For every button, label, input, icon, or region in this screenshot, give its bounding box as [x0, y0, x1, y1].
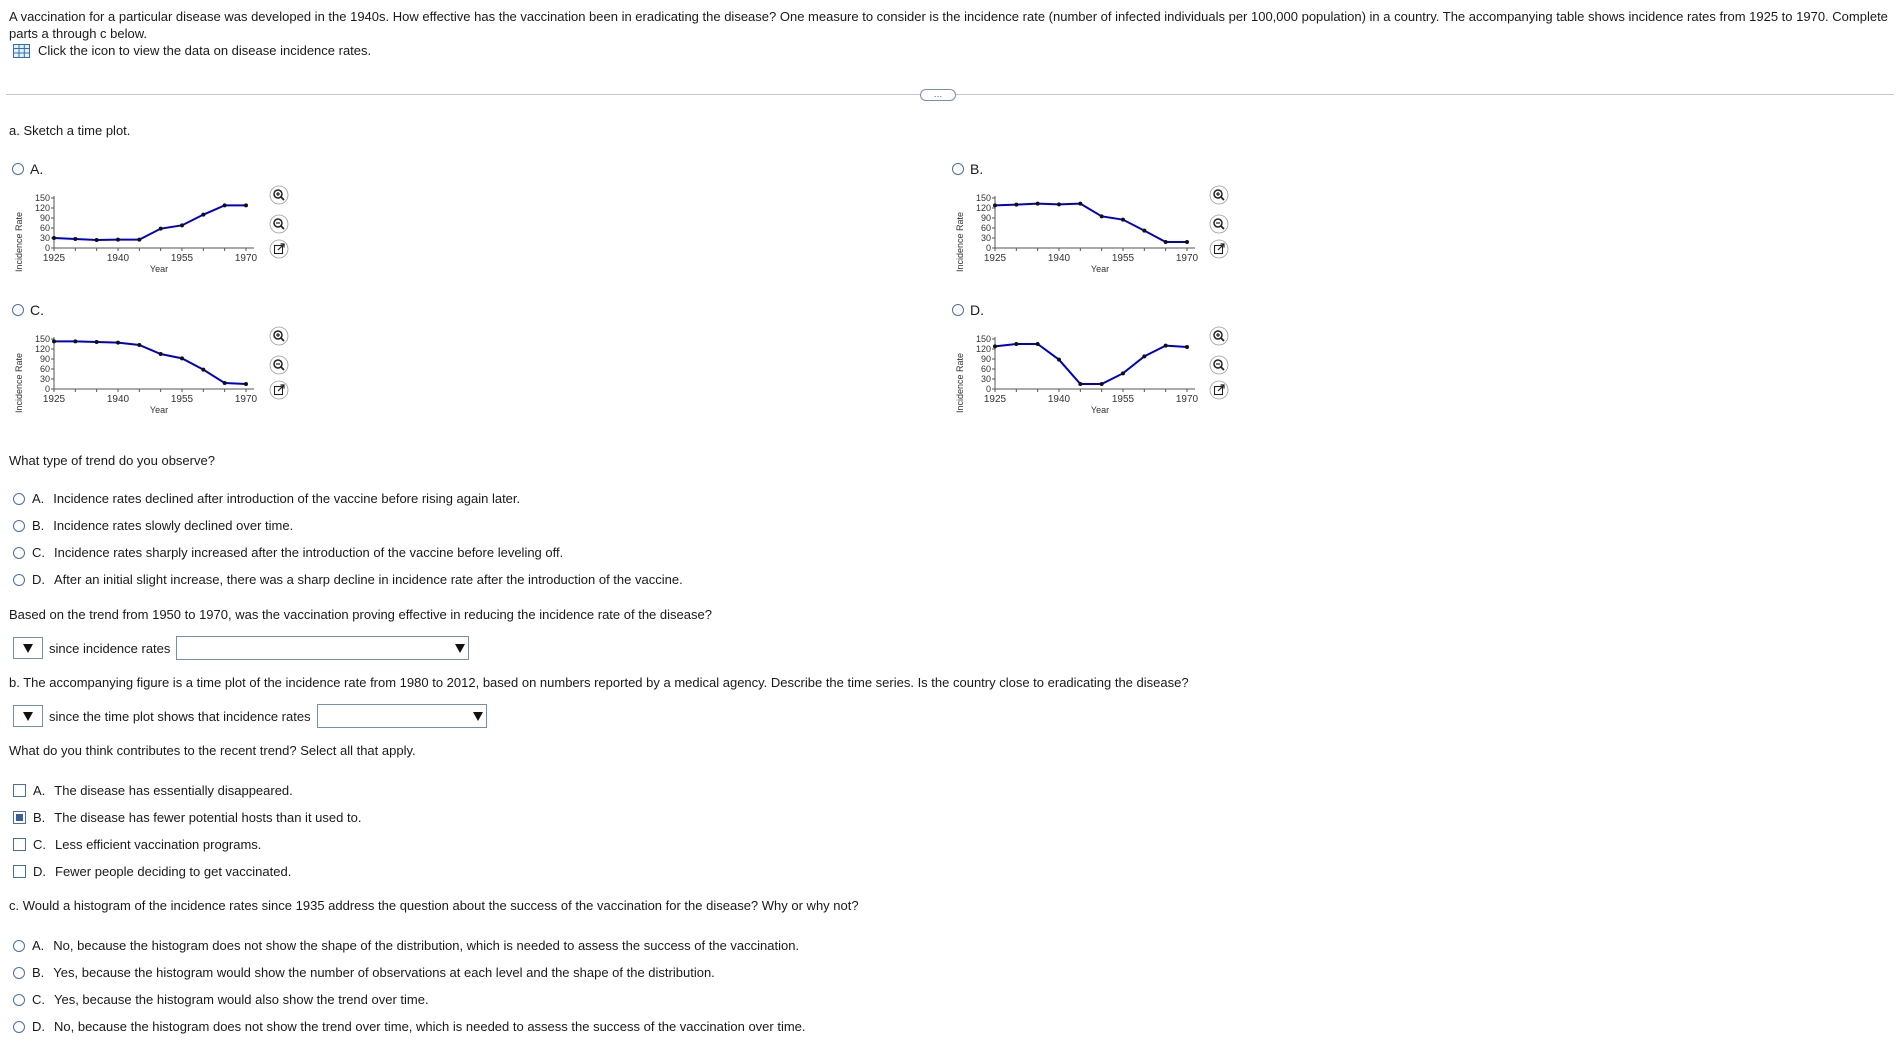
radio-button[interactable] [13, 493, 25, 505]
data-point [52, 339, 56, 343]
option-letter: D. [32, 1019, 45, 1034]
x-tick-label: 1925 [42, 253, 66, 264]
radio-button[interactable] [13, 940, 25, 952]
trend-option-c[interactable] [13, 545, 563, 560]
option-text: Incidence rates sharply increased after the introduction of the vaccine before leveling off. [54, 545, 564, 560]
data-point [223, 203, 227, 207]
trend-option-d[interactable] [13, 572, 683, 587]
option-text: Less efficient vaccination programs. [55, 837, 262, 852]
option-letter: A. [32, 491, 45, 506]
y-tick-label: 30 [980, 233, 991, 243]
zoom-out-icon[interactable] [1209, 214, 1229, 234]
x-tick-label: 1925 [983, 394, 1007, 405]
table-icon[interactable] [13, 44, 30, 58]
radio-button[interactable] [13, 994, 25, 1006]
popout-icon[interactable] [269, 380, 289, 400]
data-point [116, 341, 120, 345]
radio-button[interactable] [13, 520, 25, 532]
y-axis-label: Incidence Rate [14, 211, 24, 273]
y-tick-label: 120 [975, 203, 991, 213]
data-point [1185, 240, 1189, 244]
y-tick-label: 30 [39, 374, 50, 384]
radio-button[interactable] [13, 1021, 25, 1033]
data-link-text[interactable]: Click the icon to view the data on disease incidence rates. [38, 43, 372, 58]
contrib-option-a[interactable] [13, 783, 293, 798]
expand-button[interactable]: … [920, 89, 956, 101]
data-point [223, 381, 227, 385]
y-tick-label: 60 [980, 223, 991, 233]
time-plot-a [14, 188, 264, 283]
zoom-out-icon[interactable] [1209, 355, 1229, 375]
option-letter: C. [32, 992, 45, 1007]
x-tick-label: 1955 [1111, 394, 1135, 405]
data-point [95, 340, 99, 344]
option-letter: B. [32, 518, 45, 533]
data-point [993, 344, 997, 348]
data-point [1078, 202, 1082, 206]
data-point [73, 339, 77, 343]
plot-a-tools [269, 185, 289, 259]
option-letter: D. [33, 864, 46, 879]
chevron-down-icon [23, 712, 33, 721]
zoom-in-icon[interactable] [1209, 185, 1229, 205]
chevron-down-icon [473, 712, 483, 721]
option-letter: D. [970, 302, 984, 318]
option-text: After an initial slight increase, there was a sharp decline in incidence rate after the introduction of the vaccine. [54, 572, 683, 587]
data-point [993, 203, 997, 207]
x-tick-label: 1955 [170, 253, 194, 264]
data-point [1014, 342, 1018, 346]
y-tick-label: 0 [44, 384, 50, 394]
option-text: No, because the histogram does not show the trend over time, which is needed to assess the success of the vaccination over time. [54, 1019, 806, 1034]
trend-option-b[interactable] [13, 518, 293, 533]
contrib-option-d[interactable] [13, 864, 291, 879]
y-tick-label: 90 [39, 213, 50, 223]
chevron-down-icon [23, 644, 33, 653]
since-label: since the time plot shows that incidence rates [49, 708, 311, 724]
y-tick-label: 0 [985, 243, 991, 253]
y-axis-label: Incidence Rate [14, 352, 24, 414]
y-tick-label: 120 [34, 203, 50, 213]
radio-button[interactable] [12, 163, 24, 175]
time-plot-svg [14, 329, 264, 421]
option-letter: C. [32, 545, 45, 560]
part-c-prompt: c. Would a histogram of the incidence rates since 1935 address the question about the success of the vaccination for the disease? Why or why not? [9, 898, 859, 913]
time-plot-c [14, 329, 264, 424]
option-text: Yes, because the histogram would show the number of observations at each level and the shape of the distribution. [53, 965, 715, 980]
data-point [1142, 229, 1146, 233]
time-plot-svg [955, 188, 1205, 280]
data-link[interactable] [13, 43, 371, 58]
histogram-option-c[interactable] [13, 992, 429, 1007]
option-text: Fewer people deciding to get vaccinated. [55, 864, 292, 879]
trend-option-a[interactable] [13, 491, 520, 506]
radio-button[interactable] [13, 547, 25, 559]
x-tick-label: 1970 [234, 394, 258, 405]
option-letter: A. [33, 783, 46, 798]
y-tick-label: 30 [980, 374, 991, 384]
contrib-question: What do you think contributes to the recent trend? Select all that apply. [9, 743, 416, 758]
data-point [201, 368, 205, 372]
option-letter: A. [30, 161, 44, 177]
option-text: No, because the histogram does not show the shape of the distribution, which is needed to assess the success of the vaccination. [53, 938, 800, 953]
option-text: Incidence rates declined after introduction of the vaccine before rising again later. [53, 491, 521, 506]
data-point [73, 237, 77, 241]
y-tick-label: 120 [975, 344, 991, 354]
data-point [159, 352, 163, 356]
popout-icon[interactable] [1209, 239, 1229, 259]
data-point [201, 213, 205, 217]
option-text: The disease has fewer potential hosts than it used to. [54, 810, 362, 825]
yes-no-dropdown[interactable] [13, 637, 43, 659]
radio-button[interactable] [952, 304, 964, 316]
plot-d-tools [1209, 326, 1229, 400]
time-plot-b [955, 188, 1205, 283]
radio-button[interactable] [952, 163, 964, 175]
y-tick-label: 60 [39, 223, 50, 233]
plot-option-c[interactable] [12, 302, 44, 318]
plot-b-tools [1209, 185, 1229, 259]
checkbox[interactable] [13, 784, 26, 797]
time-plot-d [955, 329, 1205, 424]
data-point [116, 238, 120, 242]
option-letter: A. [32, 938, 45, 953]
option-letter: C. [30, 302, 44, 318]
data-point [1036, 202, 1040, 206]
popout-icon[interactable] [269, 239, 289, 259]
x-tick-label: 1970 [234, 253, 258, 264]
data-point [244, 203, 248, 207]
data-point [244, 382, 248, 386]
zoom-in-icon[interactable] [269, 185, 289, 205]
checkbox[interactable] [13, 865, 26, 878]
series-line [995, 204, 1187, 242]
trend-dropdown[interactable] [176, 636, 469, 660]
data-point [180, 223, 184, 227]
popout-icon[interactable] [1209, 380, 1229, 400]
zoom-in-icon[interactable] [269, 326, 289, 346]
x-axis-label: Year [149, 405, 169, 415]
y-tick-label: 150 [34, 334, 50, 344]
data-point [52, 236, 56, 240]
data-point [1142, 354, 1146, 358]
x-axis-label: Year [1090, 264, 1110, 274]
y-tick-label: 120 [34, 344, 50, 354]
x-tick-label: 1925 [42, 394, 66, 405]
plot-option-a[interactable] [12, 161, 43, 177]
trend-question: What type of trend do you observe? [9, 453, 215, 468]
x-tick-label: 1940 [106, 394, 130, 405]
option-letter: B. [33, 810, 46, 825]
data-point [180, 356, 184, 360]
series-line [54, 205, 246, 240]
x-tick-label: 1940 [1047, 394, 1071, 405]
part-a-prompt: a. Sketch a time plot. [9, 123, 131, 138]
y-tick-label: 90 [980, 213, 991, 223]
contrib-option-c[interactable] [13, 837, 261, 852]
plot-option-b[interactable] [952, 161, 983, 177]
data-point [1164, 240, 1168, 244]
data-point [1057, 358, 1061, 362]
histogram-option-a[interactable] [13, 938, 799, 953]
y-tick-label: 90 [980, 354, 991, 364]
zoom-out-icon[interactable] [269, 355, 289, 375]
trend-dropdown[interactable] [317, 704, 487, 728]
data-point [1185, 345, 1189, 349]
y-tick-label: 60 [39, 364, 50, 374]
x-tick-label: 1970 [1175, 253, 1199, 264]
checkbox-checked[interactable] [13, 811, 26, 824]
series-line [995, 344, 1187, 384]
plot-c-tools [269, 326, 289, 400]
y-axis-label: Incidence Rate [955, 211, 965, 273]
y-tick-label: 150 [975, 334, 991, 344]
data-point [1036, 342, 1040, 346]
y-tick-label: 150 [34, 193, 50, 203]
option-letter: C. [33, 837, 46, 852]
time-plot-svg [955, 329, 1205, 421]
data-point [159, 227, 163, 231]
y-tick-label: 90 [39, 354, 50, 364]
data-point [1100, 214, 1104, 218]
option-letter: B. [32, 965, 45, 980]
histogram-option-d[interactable] [13, 1019, 806, 1034]
x-tick-label: 1955 [1111, 253, 1135, 264]
contrib-option-b[interactable] [13, 810, 361, 825]
data-point [1057, 202, 1061, 206]
data-point [95, 238, 99, 242]
option-text: Yes, because the histogram would also show the trend over time. [54, 992, 429, 1007]
histogram-option-b[interactable] [13, 965, 715, 980]
zoom-in-icon[interactable] [1209, 326, 1229, 346]
yes-no-dropdown[interactable] [13, 705, 43, 727]
y-tick-label: 0 [985, 384, 991, 394]
y-tick-label: 0 [44, 243, 50, 253]
zoom-out-icon[interactable] [269, 214, 289, 234]
radio-button[interactable] [13, 967, 25, 979]
option-text: The disease has essentially disappeared. [54, 783, 293, 798]
data-point [1121, 371, 1125, 375]
plot-option-d[interactable] [952, 302, 984, 318]
x-tick-label: 1940 [1047, 253, 1071, 264]
x-axis-label: Year [1090, 405, 1110, 415]
y-tick-label: 150 [975, 193, 991, 203]
checkbox[interactable] [13, 838, 26, 851]
series-line [54, 341, 246, 384]
x-tick-label: 1940 [106, 253, 130, 264]
data-point [1164, 344, 1168, 348]
data-point [1100, 382, 1104, 386]
x-tick-label: 1970 [1175, 394, 1199, 405]
x-tick-label: 1925 [983, 253, 1007, 264]
time-plot-svg [14, 188, 264, 280]
x-axis-label: Year [149, 264, 169, 274]
part-b-prompt: b. The accompanying figure is a time plot of the incidence rate from 1980 to 2012, based on numbers reported by a medical agency. Describe the time series. Is the country close to eradicating the disease? [9, 675, 1189, 690]
effective-answer-row [13, 636, 469, 660]
option-text: Incidence rates slowly declined over time. [53, 518, 294, 533]
data-point [1121, 218, 1125, 222]
data-point [137, 238, 141, 242]
radio-button[interactable] [13, 574, 25, 586]
y-tick-label: 60 [980, 364, 991, 374]
radio-button[interactable] [12, 304, 24, 316]
data-point [1014, 203, 1018, 207]
intro-text: A vaccination for a particular disease was developed in the 1940s. How effective has the vaccination been in eradicating the disease? One measure to consider is the incidence rate (number of infected individuals per 100,000 population) in a country. The accompanying table shows incidence rates from 1925 to 1970. Complete parts a through c below. [9, 9, 1888, 41]
option-letter: D. [32, 572, 45, 587]
x-tick-label: 1955 [170, 394, 194, 405]
option-letter: B. [970, 161, 984, 177]
y-axis-label: Incidence Rate [955, 352, 965, 414]
effective-question: Based on the trend from 1950 to 1970, was the vaccination proving effective in reducing the incidence rate of the disease? [9, 607, 712, 622]
chevron-down-icon [455, 644, 465, 653]
data-point [1078, 382, 1082, 386]
since-label: since incidence rates [49, 640, 171, 656]
part-b-answer-row [13, 704, 487, 728]
y-tick-label: 30 [39, 233, 50, 243]
data-point [137, 343, 141, 347]
